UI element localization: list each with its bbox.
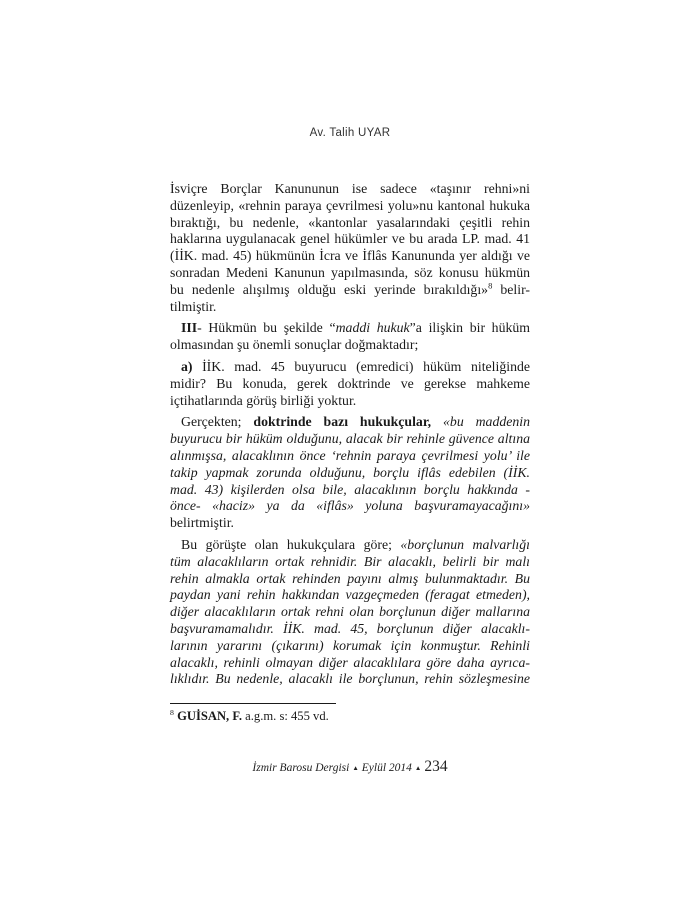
text-line — [170, 554, 530, 571]
page-footer — [0, 758, 700, 776]
text-line — [170, 655, 530, 672]
text-line — [170, 359, 530, 376]
text-segment: olmasından şu önemli sonuçlar doğmaktadır; — [170, 337, 419, 353]
author-header: Av. Talih UYAR — [309, 127, 391, 139]
text-line — [170, 414, 530, 431]
para-gercekten-doktrin — [170, 414, 530, 532]
text-segment: III — [181, 320, 198, 336]
text-line — [170, 515, 530, 532]
triangle-icon: ▲ — [414, 764, 422, 772]
text-segment: İsviçre Borçlar Kanununun ise sadece «taşınır rehni»ni — [170, 181, 530, 196]
text-segment: larının yararını (çıkarını) korumak için konmuştur. Rehinli — [170, 637, 530, 653]
text-segment: bıraktığı, bu nedenle, «kantonlar yasalarındaki çeşitli rehin — [170, 214, 530, 230]
triangle-icon: ▲ — [352, 764, 359, 772]
text-segment: rehin almakla ortak rehinden payını almış bulunmaktadır. Bu — [170, 570, 530, 586]
text-line — [170, 448, 530, 465]
footnote-author: GUİSAN, F. — [177, 709, 243, 723]
text-line — [170, 482, 530, 499]
para-iii-hukum — [170, 320, 530, 354]
text-segment: Bu görüşte olan hukukçulara göre; — [181, 536, 401, 552]
text-line — [170, 181, 530, 198]
text-line — [170, 299, 530, 316]
text-segment: a) — [181, 358, 193, 374]
text-segment: (İİK. mad. 45) hükmünün İcra ve İflâs Kanununda yer aldığı ve — [170, 248, 530, 264]
page-number: 234 — [424, 758, 448, 775]
text-segment: sonradan Medeni Kanunun yapılmasında, söz konusu hükmün — [170, 264, 530, 280]
text-segment: «bu maddenin — [443, 414, 530, 430]
text-segment: belir- — [492, 281, 530, 297]
text-segment: Gerçekten; — [181, 414, 254, 430]
text-segment: başvuramamalıdır. İİK. mad. 45, borçlunun diğer alacaklı- — [170, 620, 530, 636]
footnote-reference: a.g.m. s: 455 vd. — [242, 709, 329, 723]
text-segment: takip yapmak zorunda olduğunu, borçlu iflâs edebilen (İİK. — [170, 464, 530, 480]
footnote-separator — [170, 703, 336, 704]
body-text — [170, 181, 530, 693]
text-line — [170, 431, 530, 448]
text-line — [170, 231, 530, 248]
footnote — [170, 709, 530, 724]
text-line — [170, 215, 530, 232]
text-line — [170, 265, 530, 282]
para-isvicre-borclar — [170, 181, 530, 315]
text-line — [170, 393, 530, 410]
text-line — [170, 198, 530, 215]
para-a-iik-45 — [170, 359, 530, 409]
text-segment: paydan yani rehin hakkından vazgeçmeden (feragat etmeden), — [170, 587, 530, 603]
text-line — [170, 465, 530, 482]
text-line — [170, 621, 530, 638]
text-line — [170, 537, 530, 554]
text-line — [170, 282, 530, 299]
text-segment: alacaklı, rehinli olmayan diğer alacaklılara göre daha ayrıca- — [170, 654, 530, 670]
text-segment: tilmiştir. — [170, 298, 217, 314]
text-segment: tüm alacaklıların ortak rehnidir. Bir alacaklı, belirli bir malı — [170, 553, 530, 569]
text-line — [170, 337, 530, 354]
text-line — [170, 320, 530, 337]
text-segment: belirtmiştir. — [170, 515, 234, 531]
footnote-marker: 8 — [170, 707, 174, 717]
text-line — [170, 498, 530, 515]
text-segment: maddi hukuk — [335, 320, 410, 336]
text-segment: 8 — [488, 280, 493, 291]
text-segment: düzenleyip, «rehnin paraya çevrilmesi yolu»nu kantonal hukuka — [170, 197, 530, 213]
text-line — [170, 638, 530, 655]
text-segment: mad. 43) kişilerden olsa bile, alacaklının borçlu hakkında - — [170, 481, 530, 497]
text-line — [170, 671, 530, 688]
issue-date: Eylül 2014 — [361, 762, 412, 774]
text-segment: lıklıdır. Bu nedenle, alacaklı ile borçlunun, rehin sözleşmesine — [170, 671, 530, 687]
text-line — [170, 376, 530, 393]
text-segment: - Hükmün bu şekilde “ — [197, 320, 336, 336]
text-segment: diğer alacaklıların ortak rehni olan borçlunun diğer mallarına — [170, 604, 530, 620]
journal-title: İzmir Barosu Dergisi — [252, 762, 350, 774]
text-line — [170, 571, 530, 588]
text-segment: İİK. mad. 45 buyurucu (emredici) hüküm niteliğinde — [192, 358, 530, 374]
text-segment: önce- «haciz» ya da «iflâs» yoluna başvuramayacağını» — [170, 498, 530, 514]
text-segment — [431, 414, 443, 429]
text-segment: midir? Bu konuda, gerek doktrinde ve gerekse mahkeme — [170, 375, 530, 391]
text-segment: haklarına uygulanacak genel hükümler ve bu arada LP. mad. 41 — [170, 231, 530, 247]
text-segment: ”a ilişkin bir hüküm — [409, 320, 531, 336]
text-line — [170, 248, 530, 265]
text-segment: bu nedenle alışılmış olduğu eski yerinde bırakıldığı» — [170, 281, 489, 297]
text-line — [170, 587, 530, 604]
text-segment: doktrinde bazı hukukçular, — [253, 414, 432, 430]
text-segment: buyurucu bir hüküm olduğunu, alacak bir rehinle güvence altına — [170, 431, 530, 447]
para-bu-goruste — [170, 537, 530, 688]
text-segment: «borçlunun malvarlığı — [400, 536, 530, 552]
text-line — [170, 604, 530, 621]
text-segment: alınmışsa, alacaklının önce ‘rehnin paraya çevrilmesi yolu’ ile — [170, 447, 530, 463]
text-segment: içtihatlarında görüş birliği yoktur. — [170, 392, 357, 408]
